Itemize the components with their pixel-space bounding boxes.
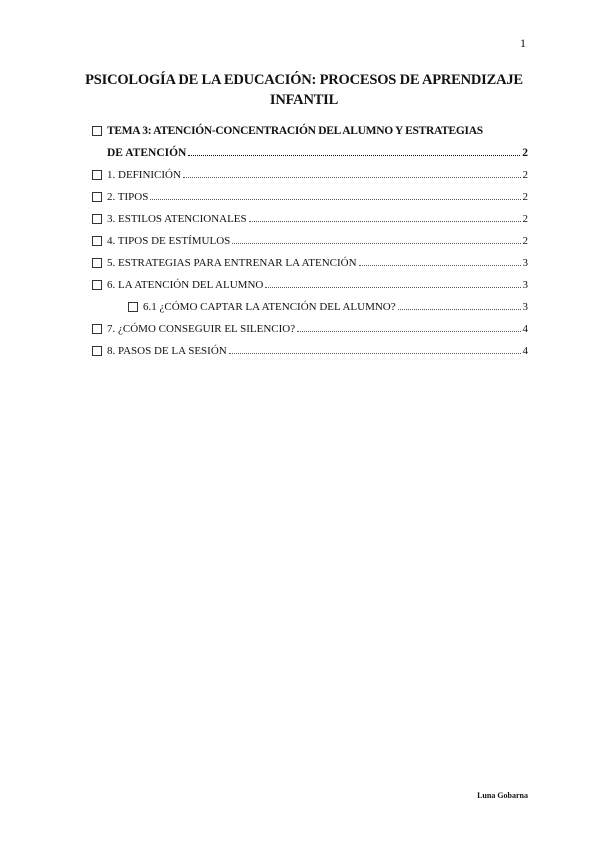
toc-entry-text: 1. DEFINICIÓN xyxy=(107,169,181,181)
toc-entry-text: 6. LA ATENCIÓN DEL ALUMNO xyxy=(107,279,264,291)
toc-entry[interactable] xyxy=(128,296,528,318)
checkbox-icon xyxy=(92,324,102,334)
toc-entry-text: 3. ESTILOS ATENCIONALES xyxy=(107,213,247,225)
toc-page-number: 3 xyxy=(522,301,528,313)
toc-entry[interactable] xyxy=(92,230,528,252)
checkbox-icon xyxy=(92,170,102,180)
checkbox-icon xyxy=(92,192,102,202)
toc-page-number: 2 xyxy=(522,169,528,181)
footer-author: Luna Gobarna xyxy=(477,791,528,800)
table-of-contents xyxy=(92,120,528,362)
toc-entry-text: 6.1 ¿CÓMO CAPTAR LA ATENCIÓN DEL ALUMNO? xyxy=(143,301,396,313)
toc-page-number: 2 xyxy=(522,213,528,225)
dot-leader xyxy=(183,176,521,178)
page-number: 1 xyxy=(520,36,526,50)
checkbox-icon xyxy=(92,346,102,356)
toc-page-number: 3 xyxy=(522,257,528,269)
toc-page-number: 4 xyxy=(522,345,528,357)
dot-leader xyxy=(150,198,520,200)
toc-entry-main[interactable] xyxy=(92,120,528,164)
dot-leader xyxy=(229,352,521,354)
toc-entry[interactable] xyxy=(92,208,528,230)
dot-leader xyxy=(359,264,521,266)
dot-leader xyxy=(265,286,520,288)
toc-entry-main-line1: TEMA 3: ATENCIÓN-CONCENTRACIÓN DEL ALUMNO Y ESTRATEGIAS xyxy=(107,125,483,137)
checkbox-icon xyxy=(92,258,102,268)
dot-leader xyxy=(249,220,521,222)
toc-page-number: 2 xyxy=(522,147,528,159)
toc-entry-text: 7. ¿CÓMO CONSEGUIR EL SILENCIO? xyxy=(107,323,296,335)
toc-page-number: 4 xyxy=(522,323,528,335)
toc-entry[interactable] xyxy=(92,186,528,208)
toc-entry-text: 5. ESTRATEGIAS PARA ENTRENAR LA ATENCIÓN xyxy=(107,257,357,269)
checkbox-icon xyxy=(128,302,138,312)
checkbox-icon xyxy=(92,280,102,290)
toc-entry-main-line2: DE ATENCIÓN xyxy=(107,147,187,159)
dot-leader xyxy=(297,330,520,332)
toc-page-number: 3 xyxy=(522,279,528,291)
toc-entry[interactable] xyxy=(92,340,528,362)
dot-leader xyxy=(188,154,520,156)
dot-leader xyxy=(232,242,520,244)
toc-entry[interactable] xyxy=(92,318,528,340)
toc-entry-text: 8. PASOS DE LA SESIÓN xyxy=(107,345,227,357)
dot-leader xyxy=(398,308,521,310)
toc-page-number: 2 xyxy=(522,191,528,203)
toc-page-number: 2 xyxy=(522,235,528,247)
checkbox-icon xyxy=(92,126,102,136)
toc-entry[interactable] xyxy=(92,164,528,186)
toc-entry[interactable] xyxy=(92,274,528,296)
toc-entry-text: 2. TIPOS xyxy=(107,191,149,203)
checkbox-icon xyxy=(92,214,102,224)
document-title: PSICOLOGÍA DE LA EDUCACIÓN: PROCESOS DE APRENDIZAJE INFANTIL xyxy=(85,72,523,108)
toc-entry-text: 4. TIPOS DE ESTÍMULOS xyxy=(107,235,231,247)
checkbox-icon xyxy=(92,236,102,246)
toc-entry[interactable] xyxy=(92,252,528,274)
